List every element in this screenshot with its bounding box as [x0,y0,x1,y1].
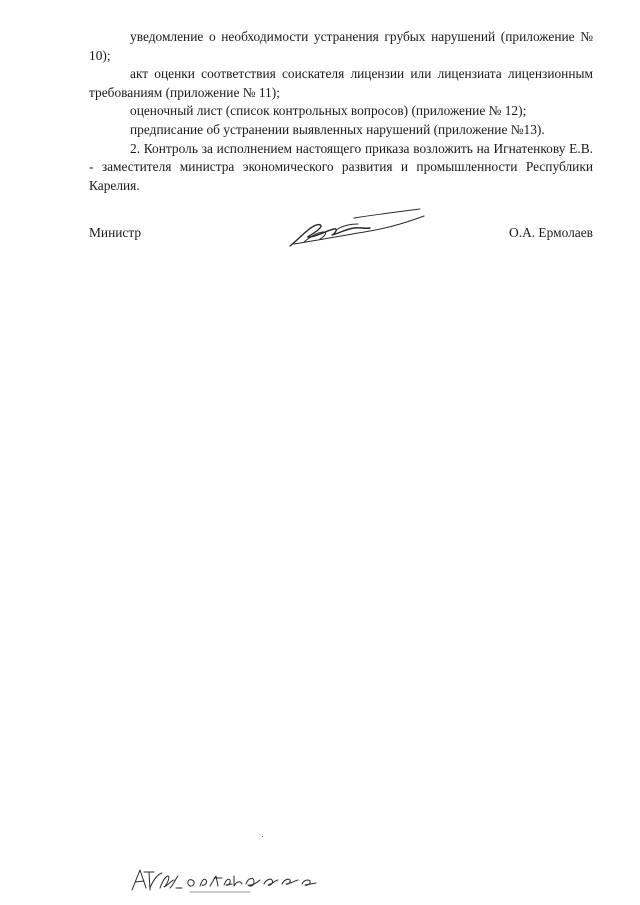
handwritten-footer-note [130,858,330,898]
list-item-order: предписание об устранении выявленных нарушений (приложение №13). [130,121,545,137]
list-item-notification: уведомление о необходимости устранения грубых нарушений (приложение № 10); [89,29,593,63]
signatory-position: Министр [89,225,142,240]
scan-speck [262,836,263,837]
signature-block [89,222,593,252]
document-body [89,28,593,195]
list-item-checklist: оценочный лист (список контрольных вопросов) (приложение № 12); [130,103,527,119]
signatory-name: О.А. Ермолаев [509,225,593,240]
control-paragraph: 2. Контроль за исполнением настоящего приказа возложить на Игнатенкову Е.В. - заместителя министра экономического развития и промышленности Республики Карелия. [89,140,593,193]
handwritten-signature [284,206,434,252]
list-item-assessment-act: акт оценки соответствия соискателя лицензии или лицензиата лицензионным требованиям (приложение № 11); [89,66,593,100]
